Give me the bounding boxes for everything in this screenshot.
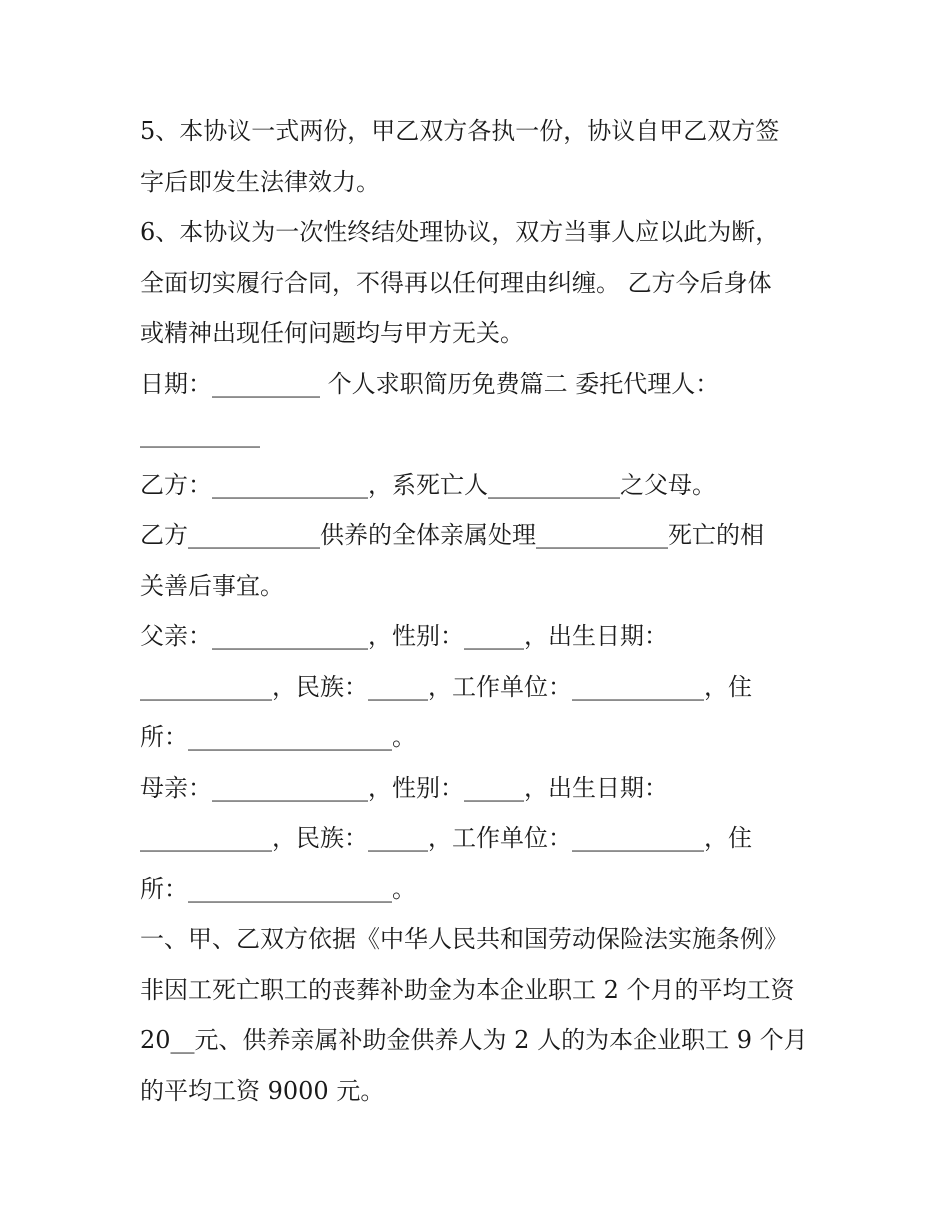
text-line: 非因工死亡职工的丧葬补助金为本企业职工 2 个月的平均工资: [140, 975, 795, 1004]
text-line: 乙方：_____________，系死亡人___________之父母。: [140, 470, 716, 499]
text-line: 5、本协议一式两份，甲乙双方各执一份，协议自甲乙双方签: [140, 117, 780, 145]
text-line: 字后即发生法律效力。: [140, 167, 380, 196]
text-line: __________: [140, 420, 260, 448]
text-line: 或精神出现任何问题均与甲方无关。: [140, 319, 524, 347]
text-line: 所：_________________。: [140, 874, 416, 903]
document-body: [140, 106, 820, 1116]
text-line: ___________，民族：_____，工作单位：___________，住: [140, 672, 752, 701]
text-line: 所：_________________。: [140, 723, 416, 751]
text-line: 一、甲、乙双方依据《中华人民共和国劳动保险法实施条例》: [140, 925, 788, 953]
text-line: 日期：_________ 个人求职简历免费篇二 委托代理人：: [140, 369, 720, 398]
text-line: 的平均工资 9000 元。: [140, 1076, 385, 1105]
text-line: 父亲：_____________，性别：_____，出生日期：: [140, 622, 668, 650]
text-line: 全面切实履行合同，不得再以任何理由纠缠。 乙方今后身体: [140, 268, 772, 297]
text-line: 关善后事宜。: [140, 571, 284, 600]
text-line: 母亲：_____________，性别：_____，出生日期：: [140, 773, 668, 802]
text-line: 20__元、供养亲属补助金供养人为 2 人的为本企业职工 9 个月: [140, 1026, 808, 1054]
text-line: ___________，民族：_____，工作单位：___________，住: [140, 824, 752, 852]
text-line: 乙方___________供养的全体亲属处理___________死亡的相: [140, 521, 764, 549]
text-line: 6、本协议为一次性终结处理协议，双方当事人应以此为断，: [140, 218, 780, 246]
